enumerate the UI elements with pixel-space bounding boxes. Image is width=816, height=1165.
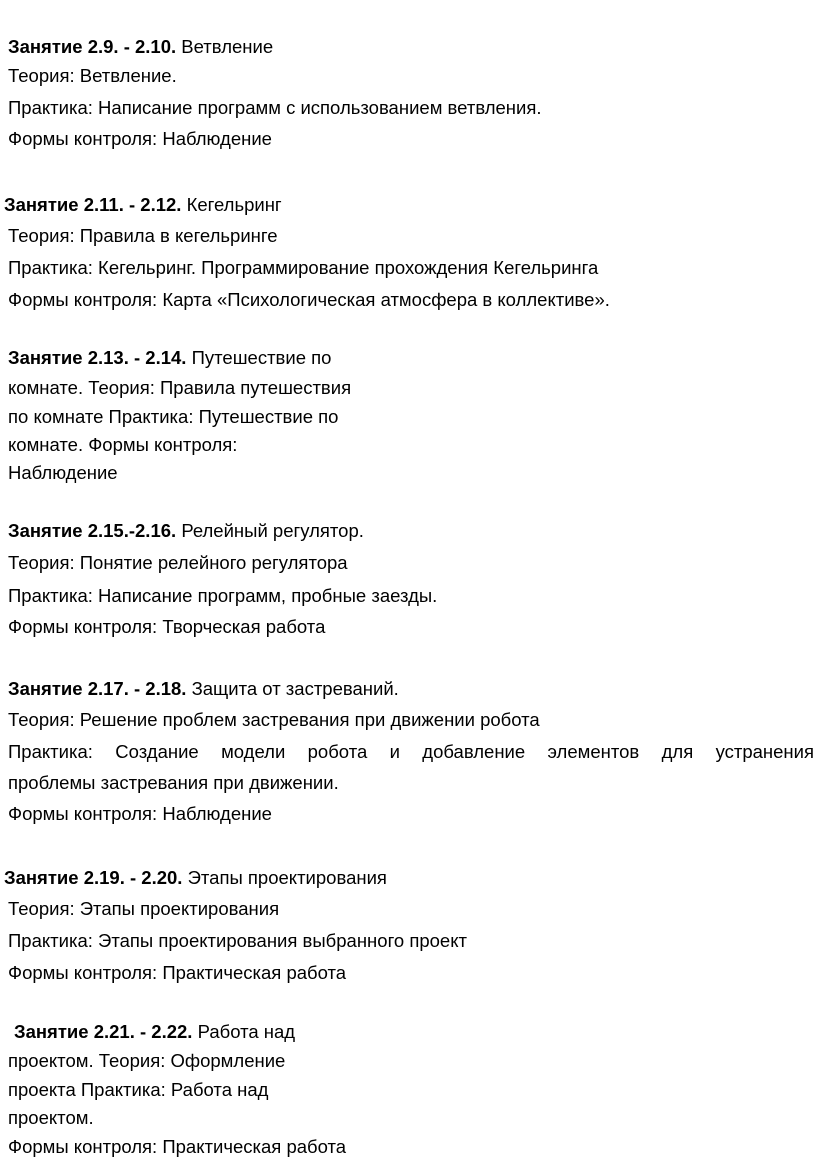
lesson-theory: Теория: Понятие релейного регулятора bbox=[8, 552, 348, 573]
lesson-heading bbox=[8, 35, 273, 59]
lesson-text-line: проекта Практика: Работа над bbox=[8, 1079, 269, 1100]
lesson-practice: Практика: Кегельринг. Программирование прохождения Кегельринга bbox=[8, 257, 599, 278]
lesson-theory: Теория: Правила в кегельринге bbox=[8, 225, 278, 246]
lesson-number: Занятие 2.11. - 2.12. bbox=[4, 194, 182, 215]
lesson-control: Формы контроля: Практическая работа bbox=[8, 1136, 347, 1157]
lesson-practice: Практика: Написание программ, пробные заезды. bbox=[8, 585, 438, 606]
lesson-practice: Практика: Написание программ с использованием ветвления. bbox=[8, 97, 542, 118]
lesson-heading bbox=[8, 677, 399, 701]
lesson-title: Путешествие по bbox=[191, 347, 332, 368]
lesson-number: Занятие 2.21. - 2.22. bbox=[14, 1021, 193, 1042]
lesson-control: Формы контроля: Карта «Психологическая атмосфера в коллективе». bbox=[8, 289, 610, 310]
lesson-control: Формы контроля: Практическая работа bbox=[8, 962, 347, 983]
lesson-control: Формы контроля: Творческая работа bbox=[8, 616, 326, 637]
lesson-text-line: Наблюдение bbox=[8, 462, 118, 483]
lesson-number: Занятие 2.13. - 2.14. bbox=[8, 347, 187, 368]
lesson-theory: Теория: Решение проблем застревания при движении робота bbox=[8, 709, 540, 730]
lesson-title: Защита от застреваний. bbox=[191, 678, 399, 699]
lesson-title: Этапы проектирования bbox=[187, 867, 387, 888]
lesson-heading bbox=[14, 1020, 295, 1044]
lesson-practice: Практика: Этапы проектирования выбранного проект bbox=[8, 930, 467, 951]
lesson-title: Ветвление bbox=[181, 36, 274, 57]
lesson-number: Занятие 2.17. - 2.18. bbox=[8, 678, 187, 699]
lesson-number: Занятие 2.9. - 2.10. bbox=[8, 36, 177, 57]
lesson-heading bbox=[4, 193, 282, 217]
lesson-heading bbox=[4, 866, 387, 890]
lesson-text-line: комнате. Формы контроля: bbox=[8, 434, 238, 455]
lesson-text-line: комнате. Теория: Правила путешествия bbox=[8, 377, 352, 398]
lesson-heading bbox=[8, 346, 331, 370]
lesson-title: Работа над bbox=[197, 1021, 296, 1042]
lesson-theory: Теория: Этапы проектирования bbox=[8, 898, 280, 919]
lesson-practice-continued: проблемы застревания при движении. bbox=[8, 772, 339, 793]
lesson-title: Кегельринг bbox=[186, 194, 282, 215]
lesson-text-line: проектом. Теория: Оформление bbox=[8, 1050, 286, 1071]
lesson-theory: Теория: Ветвление. bbox=[8, 65, 177, 86]
lesson-heading bbox=[8, 519, 364, 543]
lesson-practice: Практика: Создание модели робота и добавление элементов для устранения bbox=[8, 741, 814, 762]
lesson-number: Занятие 2.19. - 2.20. bbox=[4, 867, 183, 888]
lesson-title: Релейный регулятор. bbox=[181, 520, 364, 541]
lesson-text-line: проектом. bbox=[8, 1107, 94, 1128]
lesson-text-line: по комнате Практика: Путешествие по bbox=[8, 406, 339, 427]
lesson-control: Формы контроля: Наблюдение bbox=[8, 128, 272, 149]
lesson-control: Формы контроля: Наблюдение bbox=[8, 803, 272, 824]
lesson-number: Занятие 2.15.-2.16. bbox=[8, 520, 177, 541]
